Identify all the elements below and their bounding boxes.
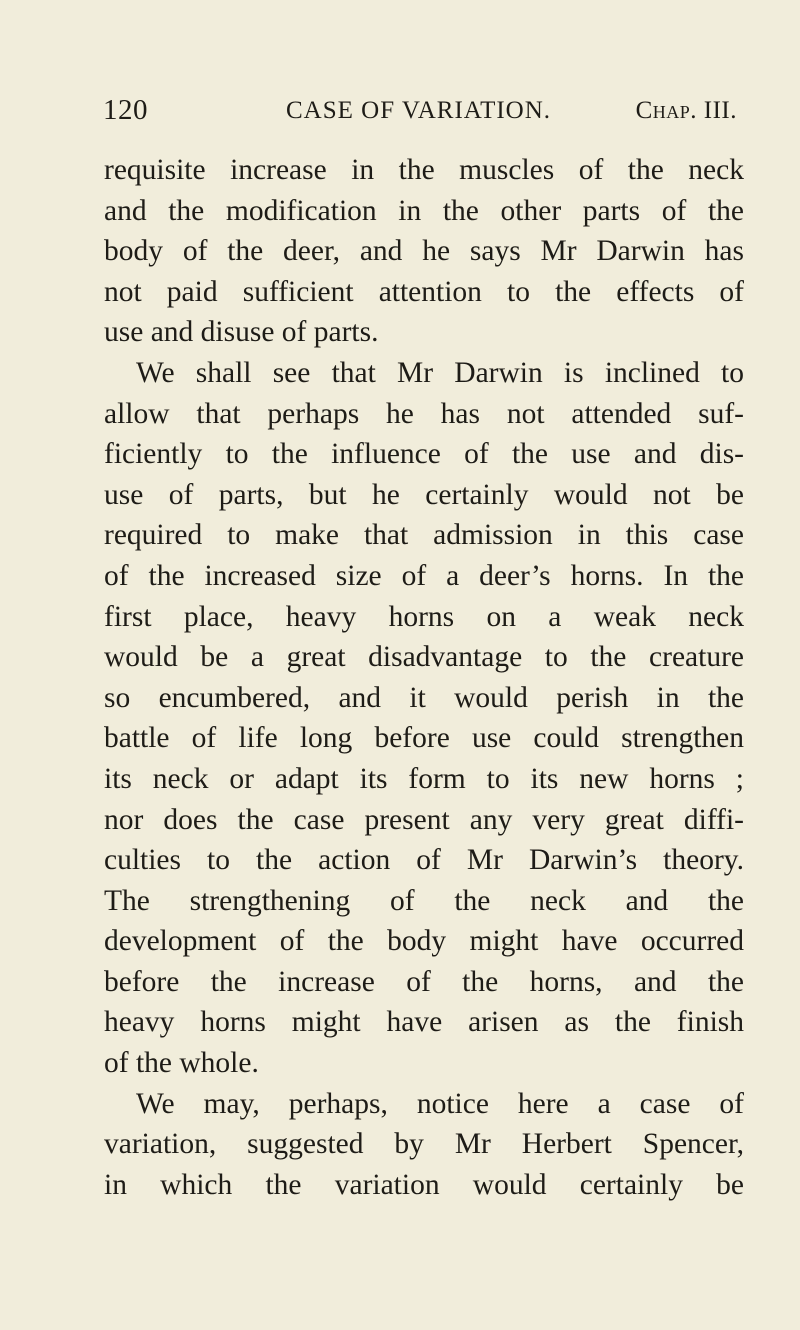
text-line: allow that perhaps he has not attended suf-: [104, 397, 744, 430]
page-number: 120: [103, 94, 148, 126]
text-line: requisite increase in the muscles of the neck: [104, 154, 744, 186]
text-line: use of parts, but he certainly would not be: [104, 478, 744, 511]
text-line: would be a great disadvantage to the creature: [104, 641, 744, 674]
paragraph-start-line: We may, perhaps, notice here a case of: [136, 1087, 744, 1120]
text-line: so encumbered, and it would perish in the: [104, 681, 744, 714]
chapter-label: Chap. III.: [635, 97, 737, 124]
body-text: [104, 150, 744, 1205]
text-line: its neck or adapt its form to its new horns ;: [104, 762, 744, 795]
text-line: of the whole.: [104, 1047, 259, 1080]
text-line: not paid sufficient attention to the effects of: [104, 275, 744, 308]
text-line: body of the deer, and he says Mr Darwin has: [104, 235, 744, 268]
text-line: ficiently to the influence of the use and dis-: [104, 438, 744, 471]
text-line: of the increased size of a deer’s horns. In the: [104, 559, 744, 592]
text-line: culties to the action of Mr Darwin’s theory.: [104, 844, 744, 877]
text-line: in which the variation would certainly be: [104, 1168, 744, 1201]
text-line: required to make that admission in this case: [104, 519, 744, 552]
text-line: first place, heavy horns on a weak neck: [104, 600, 744, 633]
text-line: before the increase of the horns, and the: [104, 965, 744, 998]
text-line: heavy horns might have arisen as the finish: [104, 1006, 744, 1039]
running-title: CASE OF VARIATION.: [286, 97, 552, 124]
running-head: [103, 94, 737, 134]
text-line: battle of life long before use could strengthen: [104, 722, 744, 755]
text-line: development of the body might have occurred: [104, 925, 744, 958]
text-line: and the modification in the other parts of the: [104, 194, 744, 227]
text-line: nor does the case present any very great diffi-: [104, 803, 744, 836]
text-line: variation, suggested by Mr Herbert Spencer,: [104, 1128, 744, 1161]
text-line: use and disuse of parts.: [104, 316, 379, 349]
paragraph-start-line: We shall see that Mr Darwin is inclined to: [136, 356, 744, 389]
text-line: The strengthening of the neck and the: [104, 884, 744, 917]
